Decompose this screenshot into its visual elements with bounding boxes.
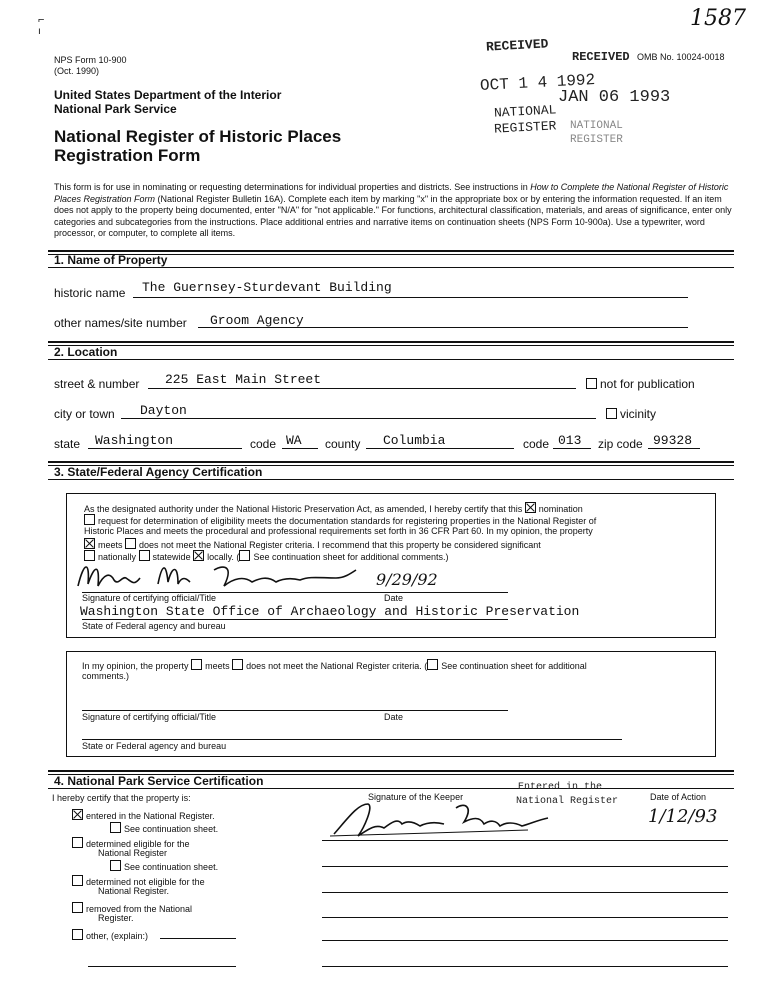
section-divider (48, 341, 734, 346)
entered-stamp-1: Entered in the (518, 782, 603, 793)
form-date: (Oct. 1990) (54, 66, 100, 76)
instructions: This form is for use in nominating or requesting determinations for individual properties and districts. See instructions in How to Complete the National Register of Historic Places Registration Form (National Register Bulletin 16A). Complete each item by marking "x" in the appropriate box or by entering the information requested. If an item does not apply to the property being documented, enter "N/A" for "not applicable." For functions, architectural classification, materials, and areas of significance, enter only categories and subcategories from the instructions. Place additional entries and narrative items on continuation sheets (NPS Form 10-900a). Use a typewriter, word processor, or computer, to complete all items. (54, 182, 732, 238)
section-underline (48, 359, 734, 360)
historic-name-value[interactable]: The Guernsey-Sturdevant Building (142, 280, 392, 295)
stamp-date-1: OCT 1 4 1992 (479, 70, 596, 96)
state-code-value[interactable]: WA (286, 433, 302, 448)
form-id: NPS Form 10-900 (54, 55, 127, 65)
code-line (282, 448, 318, 449)
corner-mark: ⌐ (38, 14, 45, 26)
section-3-heading: 3. State/Federal Agency Certification (54, 465, 263, 479)
street-label: street & number (54, 377, 140, 391)
cert-line-3: Historic Places and meets the procedural and professional requirements set forth in 36 CFR Part 60. In my opinion, the property (84, 526, 593, 536)
keeper-line-1 (322, 840, 728, 841)
vicinity-checkbox[interactable] (606, 408, 617, 419)
eligible-continuation-checkbox[interactable] (110, 860, 121, 871)
cert-sig-date: 9/29/92 (376, 570, 438, 589)
section-1-heading: 1. Name of Property (54, 253, 168, 267)
date-label: Date (384, 593, 404, 603)
cert-line-2: request for determination of eligibility meets the documentation standards for registering properties in the National Register of (84, 514, 596, 528)
keeper-line-2 (322, 866, 728, 867)
does-not-meet-checkbox[interactable] (125, 538, 136, 549)
removed-checkbox[interactable] (72, 902, 83, 913)
service-name: National Park Service (54, 102, 177, 116)
signature-line-2 (82, 710, 508, 711)
entered-stamp-2: National Register (516, 796, 619, 807)
entered-continuation-checkbox[interactable] (110, 822, 121, 833)
zip-value[interactable]: 99328 (653, 433, 693, 448)
entered-continuation[interactable]: See continuation sheet. (110, 822, 218, 835)
not-for-publication[interactable]: not for publication (586, 377, 695, 391)
nomination-checkbox[interactable] (525, 502, 536, 513)
other-names-value[interactable]: Groom Agency (210, 313, 304, 328)
stamp-national-1: NATIONAL (493, 102, 557, 121)
certify-statement: I hereby certify that the property is: (52, 793, 191, 803)
zip-line (648, 448, 700, 449)
determined-eligible-checkbox[interactable] (72, 837, 83, 848)
street-line (148, 388, 576, 389)
opinion-continuation-checkbox[interactable] (427, 659, 438, 670)
determined-not-line2: National Register. (98, 886, 170, 896)
date-of-action-value: 1/12/93 (648, 806, 718, 827)
other-option[interactable]: other, (explain:) (72, 929, 148, 942)
section-underline (48, 788, 734, 789)
stamp-date-2: JAN 06 1993 (558, 88, 671, 107)
city-label: city or town (54, 407, 115, 421)
city-value[interactable]: Dayton (140, 403, 187, 418)
stamp-national-2: NATIONAL (570, 120, 623, 132)
section-underline (48, 267, 734, 268)
not-publication-checkbox[interactable] (586, 378, 597, 389)
opinion-line: In my opinion, the property meets does not meet the National Register criteria. ( See continuation sheet for additional (82, 661, 587, 671)
stamp-register-2: REGISTER (570, 134, 623, 146)
state-value[interactable]: Washington (95, 433, 174, 448)
keeper-line-4 (322, 917, 728, 918)
other-checkbox[interactable] (72, 929, 83, 940)
determined-eligible-option[interactable]: determined eligible for the (72, 837, 190, 850)
removed-option[interactable]: removed from the National (72, 902, 192, 915)
agency-line (82, 619, 508, 620)
signature-label-2: Signature of certifying official/Title (82, 712, 217, 722)
agency-label: State of Federal agency and bureau (82, 621, 226, 631)
section-underline (48, 479, 734, 480)
cert-line-1: As the designated authority under the National Historic Preservation Act, as amended, I hereby certify that this nomination (84, 504, 583, 514)
date-label-2: Date (384, 712, 404, 722)
determined-not-checkbox[interactable] (72, 875, 83, 886)
county-code-line (553, 448, 591, 449)
historic-name-label: historic name (54, 286, 126, 300)
request-checkbox[interactable] (84, 514, 95, 525)
keeper-line-5 (322, 940, 728, 941)
keeper-label: Signature of the Keeper (368, 792, 464, 802)
meets-checkbox[interactable] (84, 538, 95, 549)
page-title: National Register of Historic Places (54, 127, 342, 146)
other-line (160, 938, 236, 939)
code-label: code (250, 437, 277, 451)
stamp-register-1: REGISTER (493, 118, 557, 137)
keeper-line-6 (322, 966, 728, 967)
keeper-line-3 (322, 892, 728, 893)
historic-name-line (133, 297, 688, 298)
zip-label: zip code (598, 437, 643, 451)
county-line (366, 448, 514, 449)
opinion-not-meet-checkbox[interactable] (232, 659, 243, 670)
agency-line-2 (82, 739, 622, 740)
state-line (88, 448, 242, 449)
county-code-value[interactable]: 013 (558, 433, 582, 448)
agency-value[interactable]: Washington State Office of Archaeology and Historic Preservation (80, 604, 580, 619)
county-label: county (325, 437, 361, 451)
other-line-2 (88, 966, 236, 967)
received-stamp-2: RECEIVED (572, 50, 630, 64)
eligible-continuation[interactable]: See continuation sheet. (110, 860, 218, 873)
county-value[interactable]: Columbia (383, 433, 446, 448)
page-subtitle: Registration Form (54, 146, 201, 165)
opinion-comments: comments.) (82, 671, 130, 681)
determined-not-option[interactable]: determined not eligible for the (72, 875, 205, 888)
section-2-heading: 2. Location (54, 345, 118, 359)
other-names-label: other names/site number (54, 316, 187, 330)
entered-option[interactable]: entered in the National Register. (72, 809, 215, 822)
state-label: state (54, 437, 81, 451)
opinion-meets-checkbox[interactable] (191, 659, 202, 670)
date-of-action-label: Date of Action (650, 792, 707, 802)
corner-tick: ı (38, 26, 41, 37)
county-code-label: code (523, 437, 550, 451)
agency-label-2: State or Federal agency and bureau (82, 741, 227, 751)
keeper-signature (328, 798, 558, 842)
signature-label: Signature of certifying official/Title (82, 593, 217, 603)
cert-line-5: nationally statewide locally. ( See continuation sheet for additional comments.) (84, 550, 449, 564)
section-4-heading: 4. National Park Service Certification (54, 774, 264, 788)
vicinity-option[interactable]: vicinity (606, 407, 656, 421)
determined-eligible-line2: National Register (98, 848, 168, 858)
omb-number: OMB No. 10024-0018 (637, 52, 725, 62)
removed-line2: Register. (98, 913, 134, 923)
cert-line-4: meets does not meet the National Register criteria. I recommend that this property be considered significant (84, 538, 541, 552)
city-line (121, 418, 596, 419)
entered-checkbox[interactable] (72, 809, 83, 820)
dept-name: United States Department of the Interior (54, 88, 282, 102)
handwritten-number: 1587 (690, 6, 746, 31)
received-stamp-1: RECEIVED (485, 36, 549, 55)
street-value[interactable]: 225 East Main Street (165, 372, 322, 387)
